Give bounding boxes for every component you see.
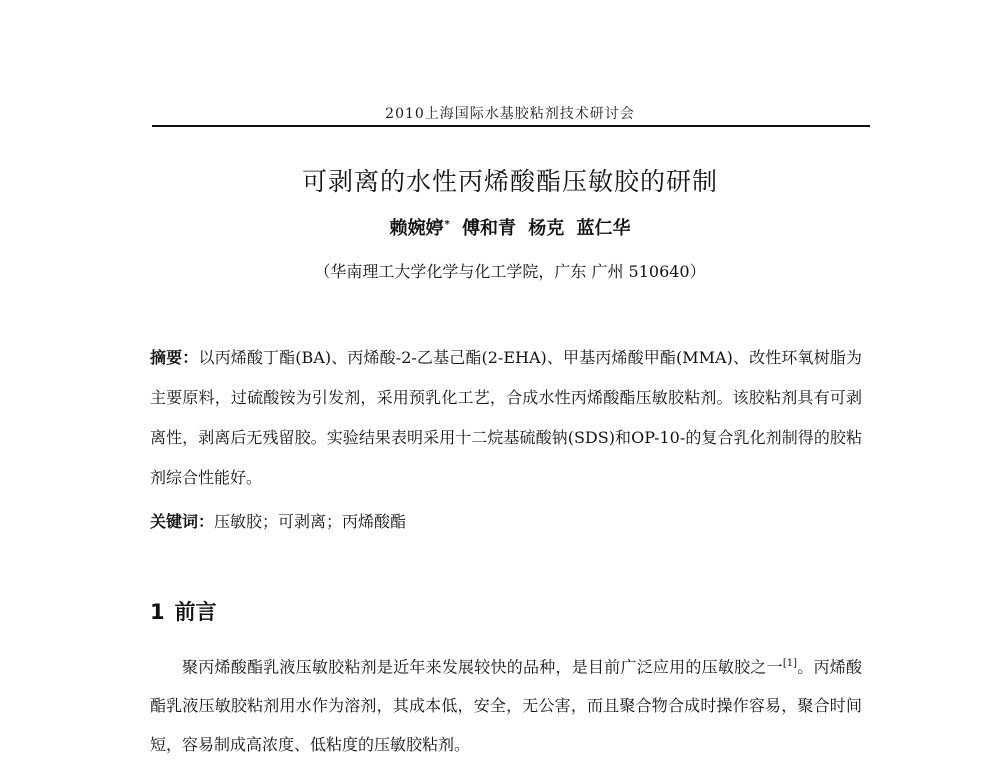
keywords-text: 压敏胶；可剥离；丙烯酸酯: [214, 512, 407, 531]
section-title: 前言: [174, 600, 217, 624]
author-name: 杨克: [528, 218, 565, 239]
body-paragraph: 聚丙烯酸酯乳液压敏胶粘剂是近年来发展较快的品种，是目前广泛应用的压敏胶之一[1]。丙烯酸酯乳液压敏胶粘剂用水作为溶剂，其成本低，安全，无公害，而且聚合物合成时操作容易，聚合时间短，容易制成高浓度、低粘度的压敏胶粘剂。: [150, 657, 862, 755]
abstract-label: 摘要：: [150, 348, 199, 367]
running-header: 2010上海国际水基胶粘剂技术研讨会: [385, 106, 635, 122]
affiliation: （华南理工大学化学与化工学院，广东 广州 510640）: [314, 262, 706, 281]
section-number: 1: [150, 600, 165, 624]
paper-title: 可剥离的水性丙烯酸酯压敏胶的研制: [301, 167, 718, 196]
author-name: 赖婉婷*: [389, 218, 450, 239]
abstract-text: 以丙烯酸丁酯(BA)、丙烯酸-2-乙基己酯(2-EHA)、甲基丙烯酸甲酯(MMA)、改性环氧树脂为主要原料，过硫酸铵为引发剂，采用预乳化工艺，合成水性丙烯酸酯压敏胶粘剂。该胶粘剂具有可剥离性，剥离后无残留胶。实验结果表明采用十二烷基硫酸钠(SDS)和OP-10-的复合乳化剂制得的胶粘剂综合性能好。: [150, 348, 862, 487]
abstract: [150, 338, 862, 498]
author-list: [150, 214, 870, 240]
citation-reference: [1]: [782, 658, 798, 669]
keywords: [150, 502, 862, 542]
header-rule: [152, 125, 870, 127]
author-name: 蓝仁华: [576, 218, 631, 239]
corresponding-author-mark: *: [444, 219, 450, 230]
keywords-label: 关键词：: [150, 512, 215, 531]
section-heading: [150, 596, 217, 626]
author-name: 傅和青: [461, 218, 516, 239]
